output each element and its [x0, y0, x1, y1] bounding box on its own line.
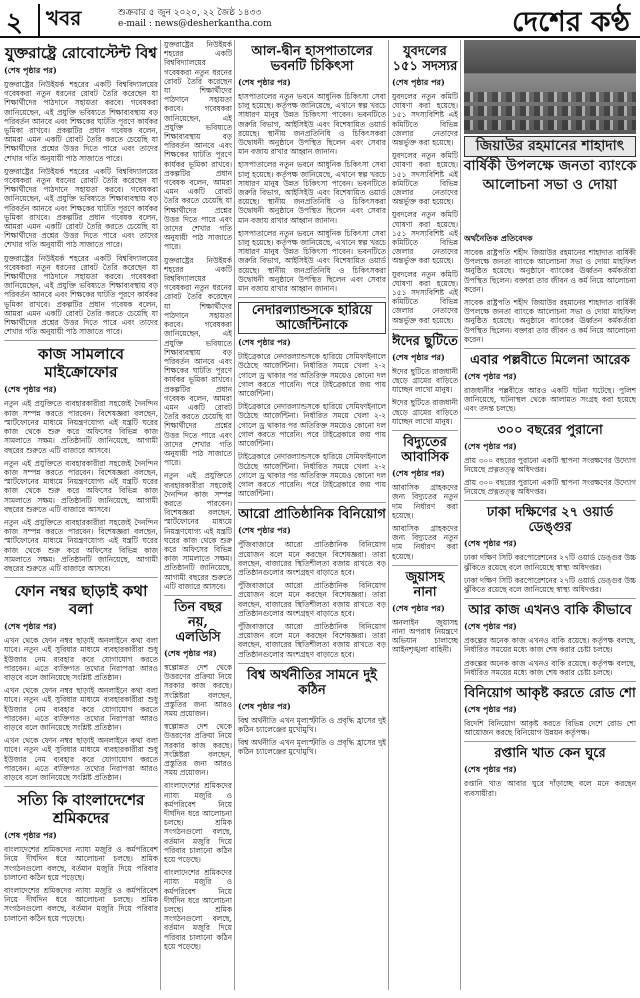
article-headline: ঢাকা দক্ষিণের ২৭ ওয়ার্ড ডেঙ্গুর: [486, 505, 614, 536]
article-kicker: (শেষ পৃষ্ঠার পর): [238, 700, 291, 711]
article-body: যুবদলের নতুন কমিটি ঘোষণা করা হয়েছে। ১৫১ সদস্যবিশিষ্ট এই কমিটিতে বিভিন্ন জেলার নেতাদের অন্তর্ভুক্ত করা হয়েছে।: [392, 269, 458, 325]
page-number: ২: [6, 8, 23, 38]
article-body: নতুন এই প্রযুক্তিতে ব্যবহারকারীরা সহজেই দৈনন্দিন কাজ সম্পন্ন করতে পারবেন। বিশেষজ্ঞরা বলছেন, স্মার্টফোনের মাধ্যমে নিয়ন্ত্রণযোগ্য এই যন্ত্রটি ঘরের কাজ থেকে শুরু করে অফিসের বিভিন্ন কাজ সামলাতে সক্ষম। প্রতিষ্ঠানটি জানিয়েছে, আগামী বছরের শুরুতে এটি বাজারে আসবে।: [4, 517, 158, 573]
article-kicker: (শেষ পৃষ্ঠার পর): [464, 764, 517, 775]
column-rule: [388, 40, 389, 990]
article-body: রপ্তানি খাত আবার ঘুরে দাঁড়াচ্ছে বলে মনে করছেন ব্যবসায়ীরা।: [464, 779, 636, 798]
article-kicker: (শেষ পৃষ্ঠার পর): [164, 647, 217, 658]
article-headline: কাজ সামলাবে মাইক্রোফোর: [38, 345, 124, 382]
article-headline: নেদারল্যান্ডসকে হারিয়ে আর্জেন্টিনাকে: [238, 302, 386, 334]
article-body: টাইব্রেকারে নেদারল্যান্ডসকে হারিয়ে সেমিফাইনালে উঠেছে আর্জেন্টিনা। নির্ধারিত সময়ে খেলা ২-২ গোলে ড্র থাকার পর অতিরিক্ত সময়েও কোনো দল গোল করতে পারেনি। পরে টাইব্রেকারে জয় পায় আর্জেন্টিনা।: [238, 402, 386, 449]
article-kicker: (শেষ পৃষ্ঠার পর): [4, 65, 57, 75]
column-2: [164, 40, 232, 990]
article-body: নতুন এই প্রযুক্তিতে ব্যবহারকারীরা সহজেই দৈনন্দিন কাজ সম্পন্ন করতে পারবেন। বিশেষজ্ঞরা বলছেন, স্মার্টফোনের মাধ্যমে নিয়ন্ত্রণযোগ্য এই যন্ত্রটি ঘরের কাজ থেকে শুরু করে অফিসের বিভিন্ন কাজ সামলাতে সক্ষম। প্রতিষ্ঠানটি জানিয়েছে, আগামী বছরের শুরুতে এটি বাজারে আসবে।: [164, 471, 232, 591]
article-body: সাবেক রাষ্ট্রপতি শহীদ জিয়াউর রহমানের শাহাদাত বার্ষিকী উপলক্ষে জনতা ব্যাংকে আলোচনা সভা ও দোয়া মাহফিল অনুষ্ঠিত হয়েছে। অনুষ্ঠানে ব্যাংকের ঊর্ধ্বতন কর্মকর্তারা উপস্থিত ছিলেন। বক্তারা তার জীবন ও কর্ম নিয়ে আলোচনা করেন।: [464, 248, 636, 294]
event-photo: [464, 40, 636, 134]
newspaper-logo: দেশের কণ্ঠ: [511, 5, 630, 38]
article-body: আবাসিক গ্রাহকদের জন্য বিদ্যুতের নতুন দাম নির্ধারণ করা হয়েছে।: [392, 483, 458, 520]
column-1: [4, 40, 158, 990]
article-headline: রপ্তানি খাত কেন ঘুরে: [494, 746, 606, 762]
article-body: প্রায় ৩০০ বছরের পুরানো একটি স্থাপনা সংরক্ষণের উদ্যোগ নিয়েছে প্রত্নতত্ত্ব অধিদপ্তর।: [464, 455, 636, 474]
article-kicker: (শেষ পৃষ্ঠার পর): [238, 77, 291, 87]
article-body: যুক্তরাষ্ট্রের নিউইয়র্ক শহরের একটি বিশ্ববিদ্যালয়ের গবেষকরা নতুন ধরনের রোবট তৈরি করেছেন যা শিক্ষার্থীদের পাঠদানে সহায়তা করবে। গবেষকরা জানিয়েছেন, এই প্রযুক্তি ভবিষ্যতে শিক্ষাব্যবস্থায় বড় পরিবর্তন আনবে এবং শিক্ষকের ঘাটতি পূরণে কার্যকর ভূমিকা রাখবে। প্রকল্পটির প্রধান গবেষক বলেন, আমরা এমন একটি রোবট তৈরি করতে চেয়েছি যা শিক্ষার্থীদের প্রশ্নের উত্তর দিতে পারে এবং তাদের শেখার গতি অনুযায়ী পাঠ সাজাতে পারে।: [164, 255, 232, 468]
article-kicker: (শেষ পৃষ্ঠার পর): [238, 337, 291, 348]
article-body: বাংলাদেশের শ্রমিকদের ন্যায্য মজুরি ও কর্মপরিবেশ নিয়ে দীর্ঘদিন ধরে আলোচনা চলছে। শ্রমিক সংগঠনগুলো বলছে, বর্তমান মজুরি দিয়ে পরিবার চালানো কঠিন হয়ে পড়েছে।: [4, 886, 158, 923]
article-kicker: (শেষ পৃষ্ঠার পর): [464, 440, 517, 451]
article-kicker: (শেষ পৃষ্ঠার পর): [392, 602, 445, 613]
issue-date: শুক্রবার ৫ জুন ২০২০, ২২ জৈষ্ঠ ১৪৩৩: [118, 8, 262, 18]
article-kicker: (শেষ পৃষ্ঠার পর): [392, 77, 445, 87]
article-body: ঈদের ছুটিতে রাজধানী ছেড়ে গ্রামের বাড়িতে যাচ্ছেন লাখো মানুষ।: [392, 398, 458, 426]
column-rule: [234, 40, 235, 990]
article-body: প্রায় ৩০০ বছরের পুরানো একটি স্থাপনা সংরক্ষণের উদ্যোগ নিয়েছে প্রত্নতত্ত্ব অধিদপ্তর।: [464, 478, 636, 497]
article-kicker: (শেষ পৃষ্ঠার পর): [464, 538, 517, 549]
article-body: এখন থেকে ফোন নম্বর ছাড়াই অনলাইনে কথা বলা যাবে। নতুন এই সুবিধার মাধ্যমে ব্যবহারকারীরা শুধু ইউজার নেম ব্যবহার করে যোগাযোগ করতে পারবেন। এতে ব্যক্তিগত তথ্যের নিরাপত্তা আরও বাড়বে বলে জানিয়েছে সংশ্লিষ্ট প্রতিষ্ঠান।: [4, 736, 158, 782]
article-byline: অর্থনৈতিক প্রতিবেদক: [464, 233, 533, 243]
article-body: বিদেশি বিনিয়োগ আকৃষ্ট করতে বিভিন্ন দেশে রোড শো আয়োজন করছে বিনিয়োগ উন্নয়ন কর্তৃপক্ষ।: [464, 719, 636, 738]
article-body: ঢাকা দক্ষিণ সিটি করপোরেশনের ২৭টি ওয়ার্ড ডেঙ্গুর উচ্চ ঝুঁকিতে রয়েছে বলে জানিয়েছে স্বাস্থ্য অধিদপ্তর।: [464, 553, 636, 572]
article-kicker: (শেষ পৃষ্ঠার পর): [4, 384, 57, 395]
article-kicker: (শেষ পৃষ্ঠার পর): [238, 525, 291, 536]
masthead: [0, 0, 640, 38]
article-kicker: (শেষ পৃষ্ঠার পর): [4, 621, 57, 632]
banner-line: আলোচনা সভা ও দোয়া: [482, 177, 618, 193]
section-title: খবর: [38, 4, 81, 37]
article-body: আবাসিক গ্রাহকদের জন্য বিদ্যুতের নতুন দাম নির্ধারণ করা হয়েছে।: [392, 523, 458, 561]
article-body: স্বল্পোন্নত দেশ থেকে উত্তরণের প্রক্রিয়া নিয়ে সরকার কাজ করছে। সংশ্লিষ্টরা বলছেন, প্রস্তুতির জন্য আরও সময় প্রয়োজন।: [164, 662, 232, 718]
article-headline: আল-দ্বীন হাসপাতালের ভবনটি চিকিৎসা: [251, 44, 373, 74]
column-5: [464, 232, 636, 990]
feature-banner: [462, 136, 638, 230]
article-body: পুঁজিবাজারে আরো প্রাতিষ্ঠানিক বিনিয়োগ প্রয়োজন বলে মনে করছেন বিশেষজ্ঞরা। তারা বলছেন, বাজারের স্থিতিশীলতা বজায় রাখতে বড় প্রতিষ্ঠানগুলোর অংশগ্রহণ বাড়াতে হবে।: [238, 581, 386, 618]
article-body: যুক্তরাষ্ট্রের নিউইয়র্ক শহরের একটি বিশ্ববিদ্যালয়ের গবেষকরা নতুন ধরনের রোবট তৈরি করেছেন যা শিক্ষার্থীদের পাঠদানে সহায়তা করবে। গবেষকরা জানিয়েছেন, এই প্রযুক্তি ভবিষ্যতে শিক্ষাব্যবস্থায় বড় পরিবর্তন আনবে এবং শিক্ষকের ঘাটতি পূরণে কার্যকর ভূমিকা রাখবে। প্রকল্পটির প্রধান গবেষক বলেন, আমরা এমন একটি রোবট তৈরি করতে চেয়েছি যা শিক্ষার্থীদের প্রশ্নের উত্তর দিতে পারে এবং তাদের শেখার গতি অনুযায়ী পাঠ সাজাতে পারে।: [4, 166, 158, 250]
article-headline: এবার পল্লবীতে মিলেনা আরেক: [470, 353, 630, 369]
article-kicker: (শেষ পৃষ্ঠার পর): [464, 704, 517, 715]
banner-line: জিয়াউর রহমানের শাহাদাৎ: [464, 136, 636, 157]
article-body: ঈদের ছুটিতে রাজধানী ছেড়ে গ্রামের বাড়িতে যাচ্ছেন লাখো মানুষ।: [392, 366, 458, 395]
article-headline: জুয়াসহ নানা: [405, 569, 445, 600]
article-body: টাইব্রেকারে নেদারল্যান্ডসকে হারিয়ে সেমিফাইনালে উঠেছে আর্জেন্টিনা। নির্ধারিত সময়ে খেলা ২-২ গোলে ড্র থাকার পর অতিরিক্ত সময়েও কোনো দল গোল করতে পারেনি। পরে টাইব্রেকারে জয় পায় আর্জেন্টিনা।: [238, 352, 386, 399]
article-headline: আর কাজ এখনও বাকি কীভাবে: [468, 603, 632, 619]
article-headline: বিনিয়োগ আকৃষ্ট করতে রোড শো: [464, 686, 636, 702]
article-body: রাজধানীর পল্লবীতে আরও একটি ঘটনা ঘটেছে। পুলিশ জানিয়েছে, ঘটনাস্থল থেকে আলামত সংগ্রহ করা হয়েছে এবং তদন্ত চলছে।: [464, 386, 636, 414]
article-body: স্বল্পোন্নত দেশ থেকে উত্তরণের প্রক্রিয়া নিয়ে সরকার কাজ করছে। সংশ্লিষ্টরা বলছেন, প্রস্তুতির জন্য আরও সময় প্রয়োজন।: [164, 722, 232, 778]
article-headline: ঈদের ছুটিতে: [392, 333, 458, 349]
article-headline: সত্যি কি বাংলাদেশের শ্রমিকদের: [17, 791, 145, 828]
article-kicker: (শেষ পৃষ্ঠার পর): [392, 351, 445, 362]
article-body: বাংলাদেশের শ্রমিকদের ন্যায্য মজুরি ও কর্মপরিবেশ নিয়ে দীর্ঘদিন ধরে আলোচনা চলছে। শ্রমিক সংগঠনগুলো বলছে, বর্তমান মজুরি দিয়ে পরিবার চালানো কঠিন হয়ে পড়েছে।: [164, 781, 232, 865]
article-body: ঢাকা দক্ষিণ সিটি করপোরেশনের ২৭টি ওয়ার্ড ডেঙ্গুর উচ্চ ঝুঁকিতে রয়েছে বলে জানিয়েছে স্বাস্থ্য অধিদপ্তর।: [464, 575, 636, 595]
article-headline: যুবদলের ১৫১ সদস্যর: [392, 44, 458, 74]
article-body: নতুন এই প্রযুক্তিতে ব্যবহারকারীরা সহজেই দৈনন্দিন কাজ সম্পন্ন করতে পারবেন। বিশেষজ্ঞরা বলছেন, স্মার্টফোনের মাধ্যমে নিয়ন্ত্রণযোগ্য এই যন্ত্রটি ঘরের কাজ থেকে শুরু করে অফিসের বিভিন্ন কাজ সামলাতে সক্ষম। প্রতিষ্ঠানটি জানিয়েছে, আগামী বছরের শুরুতে এটি বাজারে আসবে।: [4, 458, 158, 514]
contact-email: e-mail : news@desherkantha.com: [118, 19, 272, 29]
article-body: এখন থেকে ফোন নম্বর ছাড়াই অনলাইনে কথা বলা যাবে। নতুন এই সুবিধার মাধ্যমে ব্যবহারকারীরা শুধু ইউজার নেম ব্যবহার করে যোগাযোগ করতে পারবেন। এতে ব্যক্তিগত তথ্যের নিরাপত্তা আরও বাড়বে বলে জানিয়েছে সংশ্লিষ্ট প্রতিষ্ঠান।: [4, 686, 158, 732]
article-headline: বিদ্যুতের আবাসিক: [401, 435, 449, 466]
article-body: হাসপাতালের নতুন ভবনে আধুনিক চিকিৎসা সেবা চালু হয়েছে। কর্তৃপক্ষ জানিয়েছে, এখানে স্বল্প খরচে সাধারণ মানুষ উন্নত চিকিৎসা পাবেন। ভবনটিতে জরুরি বিভাগ, আইসিইউ এবং বিশেষায়িত ওয়ার্ড রয়েছে। স্থানীয় জনপ্রতিনিধি ও চিকিৎসকরা উদ্বোধনী অনুষ্ঠানে উপস্থিত ছিলেন এবং সেবার মান বজায় রাখার আহ্বান জানান।: [238, 160, 386, 225]
article-headline: ফোন নম্বর ছাড়াই কথা বলা: [14, 582, 148, 619]
article-kicker: (শেষ পৃষ্ঠার পর): [4, 830, 57, 841]
article-body: নতুন এই প্রযুক্তিতে ব্যবহারকারীরা সহজেই দৈনন্দিন কাজ সম্পন্ন করতে পারবেন। বিশেষজ্ঞরা বলছেন, স্মার্টফোনের মাধ্যমে নিয়ন্ত্রণযোগ্য এই যন্ত্রটি ঘরের কাজ থেকে শুরু করে অফিসের বিভিন্ন কাজ সামলাতে সক্ষম। প্রতিষ্ঠানটি জানিয়েছে, আগামী বছরের শুরুতে এটি বাজারে আসবে।: [4, 399, 158, 455]
article-kicker: (শেষ পৃষ্ঠার পর): [464, 621, 517, 632]
article-body: বিশ্ব অর্থনীতি এখন মূল্যস্ফীতি ও প্রবৃদ্ধি হ্রাসের দুই কঠিন চ্যালেঞ্জের মুখোমুখি।: [238, 738, 386, 757]
column-3: [238, 40, 386, 990]
article-headline: আরো প্রাতিষ্ঠানিক বিনিয়োগ: [238, 507, 386, 523]
article-kicker: (শেষ পৃষ্ঠার পর): [392, 468, 445, 479]
article-body: বাংলাদেশের শ্রমিকদের ন্যায্য মজুরি ও কর্মপরিবেশ নিয়ে দীর্ঘদিন ধরে আলোচনা চলছে। শ্রমিক সংগঠনগুলো বলছে, বর্তমান মজুরি দিয়ে পরিবার চালানো কঠিন হয়ে পড়েছে।: [4, 845, 158, 882]
article-body: যুবদলের নতুন কমিটি ঘোষণা করা হয়েছে। ১৫১ সদস্যবিশিষ্ট এই কমিটিতে বিভিন্ন জেলার নেতাদের অন্তর্ভুক্ত করা হয়েছে।: [392, 92, 458, 148]
article-body: হাসপাতালের নতুন ভবনে আধুনিক চিকিৎসা সেবা চালু হয়েছে। কর্তৃপক্ষ জানিয়েছে, এখানে স্বল্প খরচে সাধারণ মানুষ উন্নত চিকিৎসা পাবেন। ভবনটিতে জরুরি বিভাগ, আইসিইউ এবং বিশেষায়িত ওয়ার্ড রয়েছে। স্থানীয় জনপ্রতিনিধি ও চিকিৎসকরা উদ্বোধনী অনুষ্ঠানে উপস্থিত ছিলেন এবং সেবার মান বজায় রাখার আহ্বান জানান।: [238, 92, 386, 157]
article-body: টাইব্রেকারে নেদারল্যান্ডসকে হারিয়ে সেমিফাইনালে উঠেছে আর্জেন্টিনা। নির্ধারিত সময়ে খেলা ২-২ গোলে ড্র থাকার পর অতিরিক্ত সময়েও কোনো দল গোল করতে পারেনি। পরে টাইব্রেকারে জয় পায় আর্জেন্টিনা।: [238, 452, 386, 499]
article-body: প্রকল্পের অনেক কাজ এখনও বাকি রয়েছে। কর্তৃপক্ষ বলছে, নির্ধারিত সময়ের মধ্যে কাজ শেষ করার চেষ্টা চলছে।: [464, 658, 636, 677]
article-body: যুবদলের নতুন কমিটি ঘোষণা করা হয়েছে। ১৫১ সদস্যবিশিষ্ট এই কমিটিতে বিভিন্ন জেলার নেতাদের অন্তর্ভুক্ত করা হয়েছে।: [392, 151, 458, 207]
article-body: এখন থেকে ফোন নম্বর ছাড়াই অনলাইনে কথা বলা যাবে। নতুন এই সুবিধার মাধ্যমে ব্যবহারকারীরা শুধু ইউজার নেম ব্যবহার করে যোগাযোগ করতে পারবেন। এতে ব্যক্তিগত তথ্যের নিরাপত্তা আরও বাড়বে বলে জানিয়েছে সংশ্লিষ্ট প্রতিষ্ঠান।: [4, 636, 158, 682]
article-body: পুঁজিবাজারে আরো প্রাতিষ্ঠানিক বিনিয়োগ প্রয়োজন বলে মনে করছেন বিশেষজ্ঞরা। তারা বলছেন, বাজারের স্থিতিশীলতা বজায় রাখতে বড় প্রতিষ্ঠানগুলোর অংশগ্রহণ বাড়াতে হবে।: [238, 540, 386, 577]
article-headline: বিশ্ব অর্থনীতির সামনে দুই কঠিন: [247, 667, 377, 698]
article-headline: তিন বছর নয়, এলডিসি: [173, 599, 223, 645]
article-body: যুক্তরাষ্ট্রের নিউইয়র্ক শহরের একটি বিশ্ববিদ্যালয়ের গবেষকরা নতুন ধরনের রোবট তৈরি করেছেন যা শিক্ষার্থীদের পাঠদানে সহায়তা করবে। গবেষকরা জানিয়েছেন, এই প্রযুক্তি ভবিষ্যতে শিক্ষাব্যবস্থায় বড় পরিবর্তন আনবে এবং শিক্ষকের ঘাটতি পূরণে কার্যকর ভূমিকা রাখবে। প্রকল্পটির প্রধান গবেষক বলেন, আমরা এমন একটি রোবট তৈরি করতে চেয়েছি যা শিক্ষার্থীদের প্রশ্নের উত্তর দিতে পারে এবং তাদের শেখার গতি অনুযায়ী পাঠ সাজাতে পারে।: [4, 253, 158, 337]
article-body: প্রকল্পের অনেক কাজ এখনও বাকি রয়েছে। কর্তৃপক্ষ বলছে, নির্ধারিত সময়ের মধ্যে কাজ শেষ করার চেষ্টা চলছে।: [464, 636, 636, 655]
article-body: হাসপাতালের নতুন ভবনে আধুনিক চিকিৎসা সেবা চালু হয়েছে। কর্তৃপক্ষ জানিয়েছে, এখানে স্বল্প খরচে সাধারণ মানুষ উন্নত চিকিৎসা পাবেন। ভবনটিতে জরুরি বিভাগ, আইসিইউ এবং বিশেষায়িত ওয়ার্ড রয়েছে। স্থানীয় জনপ্রতিনিধি ও চিকিৎসকরা উদ্বোধনী অনুষ্ঠানে উপস্থিত ছিলেন এবং সেবার মান বজায় রাখার আহ্বান জানান।: [238, 228, 386, 294]
article-body: বিশ্ব অর্থনীতি এখন মূল্যস্ফীতি ও প্রবৃদ্ধি হ্রাসের দুই কঠিন চ্যালেঞ্জের মুখোমুখি।: [238, 715, 386, 734]
column-rule: [160, 40, 161, 990]
article-body: যুক্তরাষ্ট্রের নিউইয়র্ক শহরের একটি বিশ্ববিদ্যালয়ের গবেষকরা নতুন ধরনের রোবট তৈরি করেছেন যা শিক্ষার্থীদের পাঠদানে সহায়তা করবে। গবেষকরা জানিয়েছেন, এই প্রযুক্তি ভবিষ্যতে শিক্ষাব্যবস্থায় বড় পরিবর্তন আনবে এবং শিক্ষকের ঘাটতি পূরণে কার্যকর ভূমিকা রাখবে। প্রকল্পটির প্রধান গবেষক বলেন, আমরা এমন একটি রোবট তৈরি করতে চেয়েছি যা শিক্ষার্থীদের প্রশ্নের উত্তর দিতে পারে এবং তাদের শেখার গতি অনুযায়ী পাঠ সাজাতে পারে।: [4, 80, 158, 163]
article-body: যুবদলের নতুন কমিটি ঘোষণা করা হয়েছে। ১৫১ সদস্যবিশিষ্ট এই কমিটিতে বিভিন্ন জেলার নেতাদের অন্তর্ভুক্ত করা হয়েছে।: [392, 210, 458, 266]
column-4: [392, 40, 458, 990]
banner-line: বার্ষিকী উপলক্ষে জনতা ব্যাংকে: [463, 158, 637, 174]
article-body: বাংলাদেশের শ্রমিকদের ন্যায্য মজুরি ও কর্মপরিবেশ নিয়ে দীর্ঘদিন ধরে আলোচনা চলছে। শ্রমিক সংগঠনগুলো বলছে, বর্তমান মজুরি দিয়ে পরিবার চালানো কঠিন হয়ে পড়েছে।: [164, 868, 232, 951]
article-kicker: (শেষ পৃষ্ঠার পর): [464, 371, 517, 382]
article-headline: ৩০০ বছরের পুরানো: [497, 422, 603, 438]
article-body: যুক্তরাষ্ট্রের নিউইয়র্ক শহরের একটি বিশ্ববিদ্যালয়ের গবেষকরা নতুন ধরনের রোবট তৈরি করেছেন যা শিক্ষার্থীদের পাঠদানে সহায়তা করবে। গবেষকরা জানিয়েছেন, এই প্রযুক্তি ভবিষ্যতে শিক্ষাব্যবস্থায় বড় পরিবর্তন আনবে এবং শিক্ষকের ঘাটতি পূরণে কার্যকর ভূমিকা রাখবে। প্রকল্পটির প্রধান গবেষক বলেন, আমরা এমন একটি রোবট তৈরি করতে চেয়েছি যা শিক্ষার্থীদের প্রশ্নের উত্তর দিতে পারে এবং তাদের শেখার গতি অনুযায়ী পাঠ সাজাতে পারে।: [164, 40, 232, 252]
article-body: অনলাইন জুয়াসহ নানা অপরাধ নিয়ন্ত্রণে অভিযান চালাচ্ছে আইনশৃঙ্খলা বাহিনী।: [392, 617, 458, 655]
article-body: সাবেক রাষ্ট্রপতি শহীদ জিয়াউর রহমানের শাহাদাত বার্ষিকী উপলক্ষে জনতা ব্যাংকে আলোচনা সভা ও দোয়া মাহফিল অনুষ্ঠিত হয়েছে। অনুষ্ঠানে ব্যাংকের ঊর্ধ্বতন কর্মকর্তারা উপস্থিত ছিলেন। বক্তারা তার জীবন ও কর্ম নিয়ে আলোচনা করেন।: [464, 298, 636, 344]
column-rule: [460, 40, 461, 990]
article-headline: যুক্তরাষ্ট্রে রোবোস্টেন্ট বিশ্ব: [5, 44, 157, 62]
article-body: পুঁজিবাজারে আরো প্রাতিষ্ঠানিক বিনিয়োগ প্রয়োজন বলে মনে করছেন বিশেষজ্ঞরা। তারা বলছেন, বাজারের স্থিতিশীলতা বজায় রাখতে বড় প্রতিষ্ঠানগুলোর অংশগ্রহণ বাড়াতে হবে।: [238, 621, 386, 659]
